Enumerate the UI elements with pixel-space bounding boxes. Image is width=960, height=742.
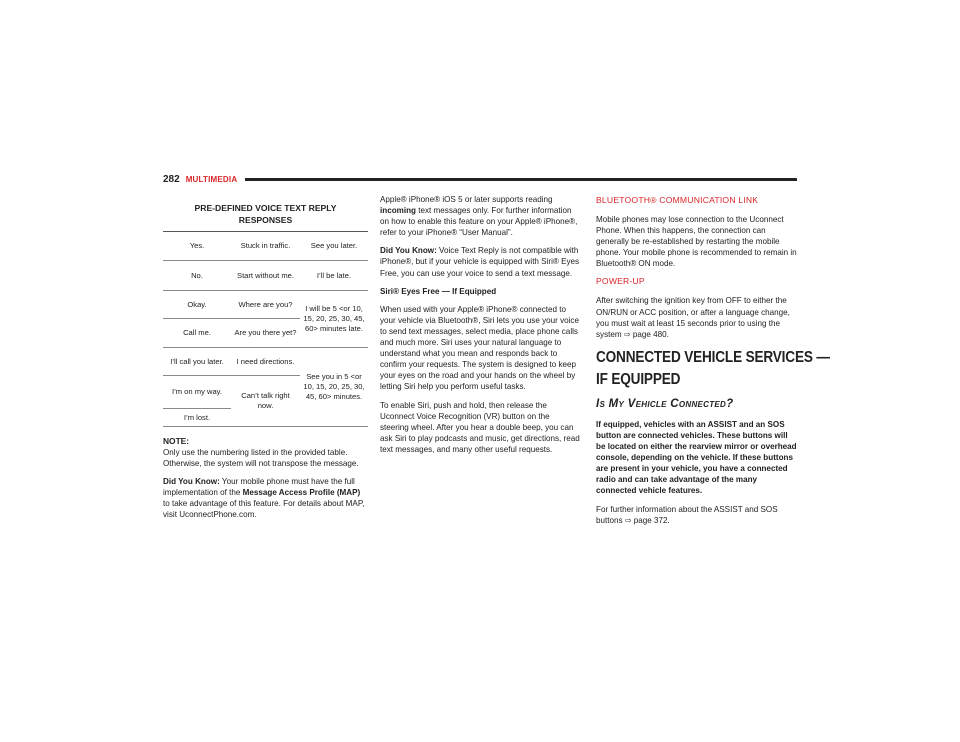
- table-cell: See you later.: [300, 232, 368, 261]
- header-rule: [245, 178, 797, 181]
- heading-line-2: IF EQUIPPED: [596, 370, 681, 388]
- table-cell: Yes.: [163, 232, 231, 261]
- table-cell: Stuck in traffic.: [231, 232, 300, 261]
- table-cell: I need directions.: [231, 348, 300, 376]
- table-title: PRE-DEFINED VOICE TEXT REPLY RESPONSES: [163, 200, 368, 232]
- connected-services-heading: [596, 347, 830, 391]
- table-row: [163, 232, 368, 261]
- heading-line-1: CONNECTED VEHICLE SERVICES —: [596, 348, 830, 366]
- page-header: [163, 172, 797, 186]
- page-reference[interactable]: page 480.: [632, 329, 669, 339]
- column-3: [596, 194, 830, 533]
- text-span: For further information about the ASSIST and SOS buttons: [596, 504, 778, 525]
- siri-paragraph: When used with your Apple® iPhone® connected to your vehicle via Bluetooth®, Siri lets you use your voice to send text messages, select media, place phone calls and much more. Siri uses your natural language to understand what you mean and responds back to confirm your requests. The system is designed to keep your eyes on the road and your hands on the wheel by letting Siri help you perform useful tasks.: [380, 304, 579, 392]
- voice-reply-table: [163, 200, 368, 427]
- dyk-text-2: to take advantage of this feature. For details about MAP, visit UconnectPhone.com.: [163, 499, 365, 520]
- note-label: NOTE:: [163, 436, 190, 446]
- section-title: MULTIMEDIA: [185, 174, 238, 184]
- dyk-label: Did You Know:: [163, 477, 220, 487]
- table-row: [163, 348, 368, 376]
- text-span: After switching the ignition key from OFF to either the ON/RUN or ACC position, or after a language change, you must wait at least 15 seconds prior to using the system: [596, 296, 790, 339]
- further-info-paragraph: [596, 504, 798, 526]
- column-1: [163, 194, 368, 528]
- did-you-know-map: [163, 476, 368, 520]
- table-cell: I’m on my way.: [163, 376, 231, 409]
- dyk-text: Voice Text Reply is not compatible with iPhone®, but if your vehicle is equipped with Siri® Eyes Free, you can use your voice to send a text message.: [380, 246, 580, 278]
- page-ref-arrow-icon: ⇨: [624, 515, 632, 525]
- table-cell: Where are you?: [231, 291, 300, 319]
- table-cell: Start without me.: [231, 261, 300, 291]
- table-cell: I’m lost.: [163, 409, 231, 427]
- assist-sos-paragraph: If equipped, vehicles with an ASSIST and an SOS button are connected vehicles. These buttons will be located on either the rearview mirror or overhead console, depending on the vehicle. If these buttons are present in your vehicle, you have a connected radio and can take advantage of the many connected vehicle features.: [596, 419, 797, 496]
- table-cell: See you in 5 <or 10, 15, 20, 25, 30, 45, 60> minutes.: [300, 348, 368, 427]
- incoming-term: incoming: [380, 206, 416, 216]
- page-number: 282: [163, 173, 180, 185]
- did-you-know-siri: [380, 245, 580, 278]
- table-cell: Can’t talk right now.: [231, 376, 300, 427]
- table-cell: I will be 5 <or 10, 15, 20, 25, 30, 45, 60> minutes late.: [300, 291, 368, 348]
- enable-siri-paragraph: To enable Siri, push and hold, then release the Uconnect Voice Recognition (VR) button on the steering wheel. After you hear a double beep, you can ask Siri to play podcasts and music, get directions, read text messages, and many other useful requests.: [380, 400, 580, 454]
- column-2: [380, 194, 580, 462]
- table-cell: Are you there yet?: [231, 319, 300, 348]
- siri-heading: Siri® Eyes Free — If Equipped: [380, 286, 497, 296]
- bluetooth-paragraph: Mobile phones may lose connection to the Uconnect Phone. When this happens, the connection can generally be re-established by restarting the mobile phone. Your mobile phone is recommended to remain in Bluetooth® ON mode.: [596, 215, 797, 269]
- power-up-heading: POWER-UP: [596, 276, 645, 287]
- page-ref-arrow-icon: ⇨: [623, 329, 631, 339]
- connected-subheading: Is My Vehicle Connected?: [596, 397, 734, 410]
- dyk-text: Your mobile phone must have the full implementation of the: [163, 477, 355, 498]
- text-span: text messages only. For further information on how to enable this feature on your Apple® iPhone®, refer to your iPhone® “User Manual”.: [380, 206, 578, 238]
- table-cell: No.: [163, 261, 231, 291]
- bluetooth-heading: BLUETOOTH® COMMUNICATION LINK: [596, 195, 759, 205]
- text-span: Apple® iPhone® iOS 5 or later supports reading: [380, 195, 553, 204]
- table-cell: I’ll be late.: [300, 261, 368, 291]
- dyk-label: Did You Know:: [380, 246, 437, 256]
- page-reference[interactable]: page 372.: [633, 515, 670, 525]
- table-cell: Okay.: [163, 291, 231, 319]
- map-term: Message Access Profile (MAP): [242, 488, 361, 498]
- note-text: Only use the numbering listed in the provided table. Otherwise, the system will not transpose the message.: [163, 448, 359, 469]
- table-row: [163, 261, 368, 291]
- power-up-paragraph: [596, 295, 798, 339]
- table-cell: I’ll call you later.: [163, 348, 231, 376]
- table-cell: Call me.: [163, 319, 231, 348]
- iphone-paragraph: [380, 194, 580, 238]
- table-row: [163, 291, 368, 319]
